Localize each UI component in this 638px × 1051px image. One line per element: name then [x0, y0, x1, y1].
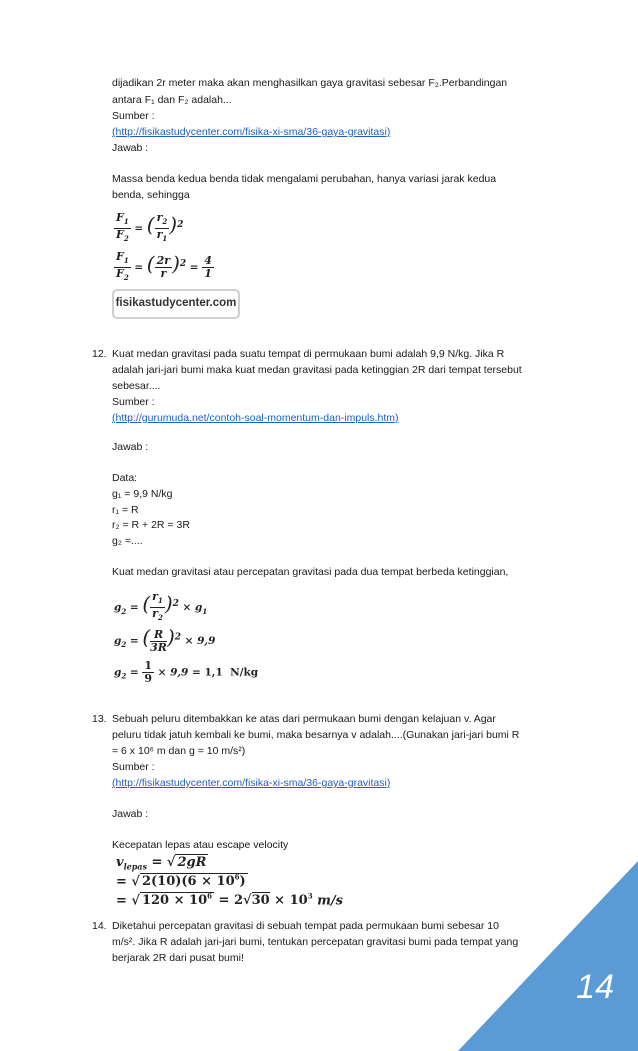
q13-equation-2: = √ $2(10)(6 \times 10^6)$	[116, 873, 246, 890]
q11-text1: Massa benda kedua benda tidak mengalami perubahan, hanya variasi jarak kedua	[112, 173, 497, 185]
q12-text: Kuat medan gravitasi atau percepatan gravitasi pada dua tempat berbeda ketinggian,	[112, 566, 509, 578]
q12-number: 12.	[92, 348, 107, 360]
q11-source-link[interactable]: (http://fisikastudycenter.com/fisika-xi-sma/36-gaya-gravitasi)	[112, 126, 391, 138]
q11-line1: dijadikan 2r meter maka akan menghasilkan gaya gravitasi sebesar F₂.Perbandingan	[112, 77, 508, 89]
q12-line3: sebesar....	[112, 380, 161, 392]
q12-data-r1: r₁ = R	[112, 504, 139, 516]
q12-line1: Kuat medan gravitasi pada suatu tempat di permukaan bumi adalah 9,9 N/kg. Jika R	[112, 348, 505, 360]
q11-sumber: Sumber :	[112, 110, 155, 122]
q14-line1: Diketahui percepatan gravitasi di sebuah tempat pada permukaan bumi sebesar 10	[112, 920, 499, 932]
q13-line2: peluru tidak jatuh kembali ke bumi, maka besarnya v adalah....(Gunakan jari-jari bumi R	[112, 729, 520, 741]
q13-equation-3: = √ $120 \times 10^6 = 2√30 \times 10^3$ m/s	[116, 892, 343, 909]
q11-text2: benda, sehingga	[112, 189, 190, 201]
q12-source-link[interactable]: (http://gurumuda.net/contoh-soal-momentum-dan-impuls.htm)	[112, 412, 399, 424]
q13-equation-1: $v_{lepas}$ = √ 2gR	[116, 855, 207, 872]
q14-number: 14.	[92, 920, 107, 932]
fisikastudycenter-logo: fisikastudycenter.com	[112, 289, 240, 319]
q13-jawab: Jawab :	[112, 808, 149, 820]
q12-data-g2: g₂ =....	[112, 535, 143, 547]
q14-line2: m/s². Jika R adalah jari-jari bumi, tentukan percepatan gravitasi bumi pada tempat yang	[112, 936, 519, 948]
q13-text: Kecepatan lepas atau escape velocity	[112, 839, 289, 851]
page-number: 14	[576, 968, 614, 1006]
q11-equation-1: $\frac{F_1}{F_2}$ = ( $\frac{r_2}{r_1}$ )$^2$	[116, 211, 184, 244]
q13-number: 13.	[92, 713, 107, 725]
q13-source-link[interactable]: (http://fisikastudycenter.com/fisika-xi-sma/36-gaya-gravitasi)	[112, 777, 391, 789]
q11-jawab: Jawab :	[112, 142, 149, 154]
q12-equation-2: $g_2$ = ( $\frac{R}{3R}$ )$^2$ × 9,9	[114, 625, 216, 654]
q14-line3: berjarak 2R dari pusat bumi!	[112, 952, 244, 964]
q13-line3: = 6 x 10⁶ m dan g = 10 m/s²)	[112, 745, 246, 757]
page-corner-decoration	[458, 861, 638, 1051]
q13-sumber: Sumber :	[112, 761, 155, 773]
q12-data-label: Data:	[112, 472, 138, 484]
q13-line1: Sebuah peluru ditembakkan ke atas dari permukaan bumi dengan kelajuan v. Agar	[112, 713, 496, 725]
q12-sumber: Sumber :	[112, 396, 155, 408]
q12-data-r2: r₂ = R + 2R = 3R	[112, 519, 190, 531]
q12-equation-1: $g_2$ = ( $\frac{r_1}{r_2}$ )$^2 \times g_1$	[114, 590, 208, 623]
q11-equation-2: $\frac{F_1}{F_2}$ = ( $\frac{2r}{r}$ )$^2$ = $\frac{4}{1}$	[116, 250, 212, 283]
q12-data-g1: g₁ = 9,9 N/kg	[112, 488, 173, 500]
q12-jawab: Jawab :	[112, 441, 149, 453]
q11-line2: antara F₁ dan F₂ adalah...	[112, 94, 232, 106]
q12-line2: adalah jari-jari bumi maka kuat medan gravitasi pada ketinggian 2R dari tempat tersebut	[112, 364, 522, 376]
q12-equation-3: $g_2$ = $\frac{1}{9}$ × 9,9 = 1,1 N/kg	[114, 659, 259, 685]
